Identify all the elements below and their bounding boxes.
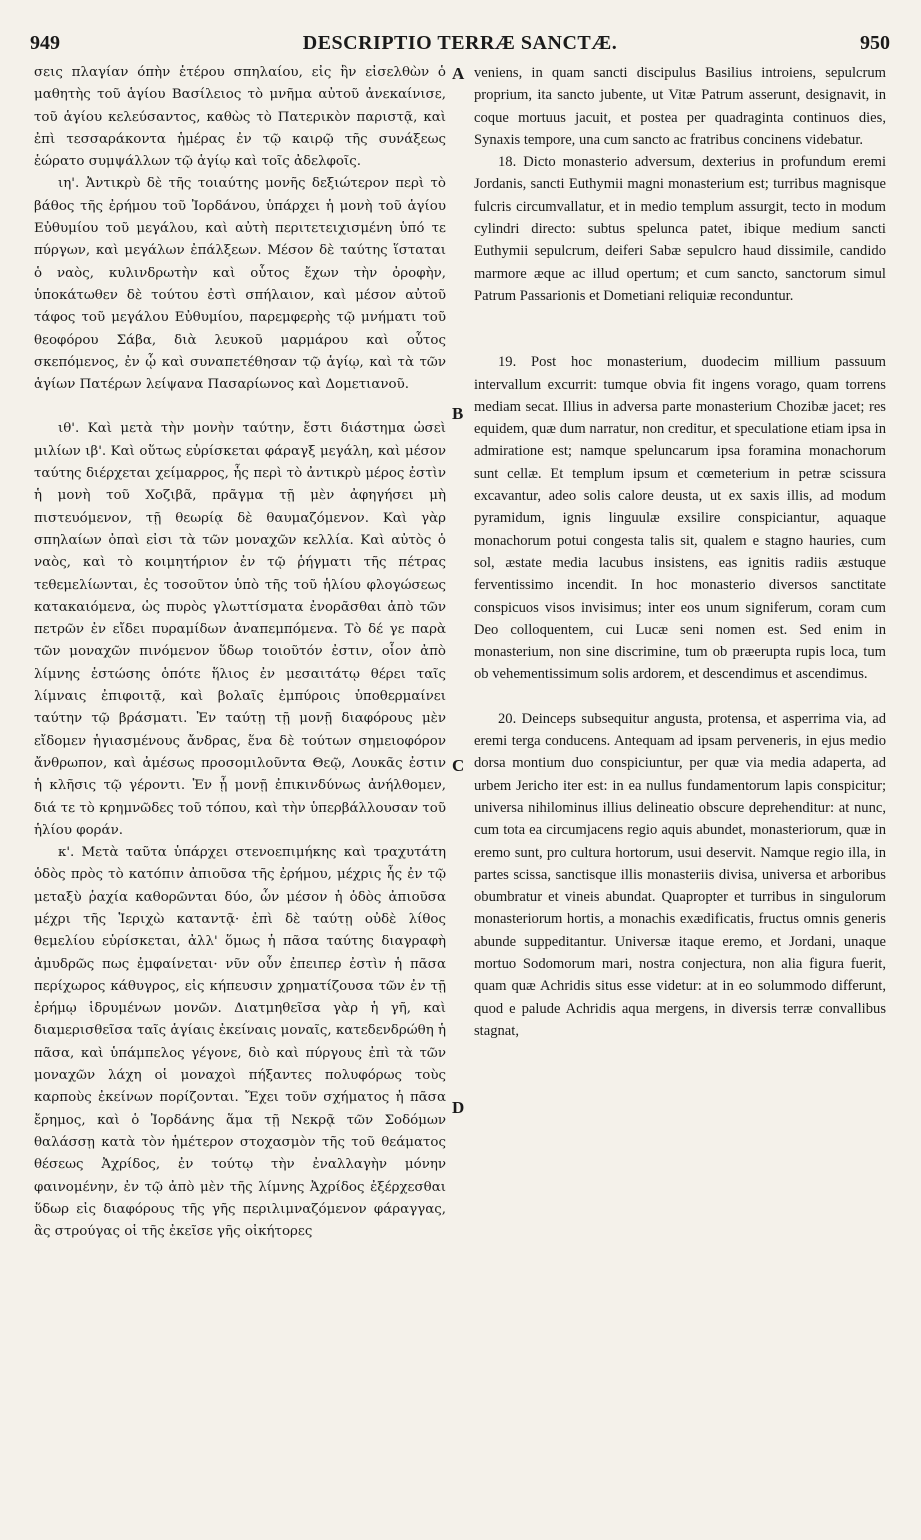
margin-marker-c: C (452, 756, 465, 775)
greek-column (34, 62, 446, 1243)
latin-paragraph-19: 19. Post hoc monasterium, duodecim millium passuum intervallum excurrit: tumque obvia fit ingens vorago, quam torrens mediam secat. Illius in adversa parte monasterium Chozibæ jacet; res equidem, quæ dum narratur, non creditur, et speculatione etiam ipsa in admiratione est; namque speluncarum ipsa foramina monachorum sunt cellæ. Et templum ipsum et cœmeterium in petræ scissura excavantur, adeo solis calore deusta, ut ex saxis illis, ad modum pyramidum, ignis linguulæ exsilire conspiciantur, aquaque monachorum potui congesta talis sit, qualem e stagno hauries, cum sol, æstate media lacubus insistens, eas ignitis radiis æstuque ferventissimo incendit. In hoc monasterio diversos sanctitate conspicuos visos invisimus; inter eos unum signiferum, coram cum Deo colloquentem, cui Lucæ seni nomen est. Sed enim in monasterium, non sine discrimine, tum ob præerupta rupis loca, tum ob vehementissimum solis ardorem, et descendimus et ascendimus. (474, 354, 886, 683)
greek-paragraph-17-end: σεις πλαγίαν όπὴν ἑτέρου σπηλαίου, εἰς ἣν εἰσελθὼν ὁ μαθητὴς τοῦ ἁγίου Βασίλειος τὸ μνῆμα αὐτοῦ ἀνεκαίνισε, τοῦ ἁγίου κελεύσαντος, καθὼς τὸ Πατερικὸν παριστᾷ, καὶ ἐπὶ τεσσαράκοντα ἡμέρας ἐν τῷ καιρῷ τῆς συνάξεως ἑώρατο συμψάλλων τῷ ἁγίῳ καὶ τοῖς ἀδελφοῖς. (34, 65, 446, 170)
margin-marker-d: D (452, 1098, 465, 1117)
latin-paragraph-17-end: veniens, in quam sancti discipulus Basilius introiens, sepulcrum proprium, ita sancto jubente, ut Vitæ Patrum asserunt, designavit, in coque mortuus jacuit, et postea per quadraginta continuos dies, Synaxis tempore, una cum sancto ac fratribus concinens videbatur. (474, 65, 886, 148)
margin-marker-a: A (452, 64, 465, 83)
latin-paragraph-20: 20. Deinceps subsequitur angusta, protensa, et asperrima via, ad eremi terga conducens. Antequam ad ipsam perveneris, in ejus medio dorsa montium duo conspiciuntur, per quæ via media adaperta, ad urbem Jericho iter est: in ea nullus fundamentorum lapis conspicitur; universa nihilominus illius delineatio obscure deprehenditur: at nunc, cum tota ea circumjacens regio aquis abundet, monasteriorum, quæ in eremo sunt, pro cultura hortorum, usui deservit. Namque regio illa, in partes scissa, sanctisque illis monasteriis divisa, universa et arboribus obumbratur et vineis abundat. Quapropter et turribus in singulorum monasteriorum hortis, a monachis exædificatis, fructus omnis generis abunde suppeditantur. Universæ itaque eremo, et Jordani, unaque mortuo Sodomorum mari, nostra conjectura, non alia figura fuerit, quam quæ Achridis situs esse videtur: at in eo solummodo differunt, quod e palude Achridis aqua mergens, in diversis terræ convallibus stagnat, (474, 710, 886, 1039)
latin-column (474, 62, 886, 1042)
greek-paragraph-20: κ'. Μετὰ ταῦτα ὑπάρχει στενοεπιμήκης καὶ τραχυτάτη ὁδὸς πρὸς τὸ κατόπιν ἀπιοῦσα τῆς ἐρήμου, μέχρις ἧς ἐν τῷ μεταξὺ ῥαχία καθορῶνται δύο, ὧν μέσον ἡ ὁδὸς ἀπιοῦσα μέχρι τῆς Ἱεριχὼ καταντᾷ· ἐπὶ δὲ ταύτῃ οὐδὲ λίθος θεμελίου εὑρίσκεται, ἀλλ' ὅμως ἡ πᾶσα ταύτης διαγραφὴ ἀμυδρῶς πως ἐμφαίνεται· νῦν οὖν ἐπειπερ ἐστὶν ἡ πᾶσα περίχωρος κάθυγρος, εἰς κήπευσιν χρηματίζουσα τῶν ἐν τῇ ἐρήμῳ ἱδρυμένων μονῶν. Διατμηθεῖσα γὰρ ἡ γῆ, καὶ διαμερισθεῖσα ταῖς ἁγίαις ἐκείναις μοναῖς, κατεδενδρώθη ἡ πᾶσα, καὶ ὑπάμπελος γέγονε, διὸ καὶ πύργους ἐπὶ τὰ τῶν μοναχῶν λάχη οἱ μοναχοὶ πήξαντες πολυφόρως τοὺς καρποὺς ἐκείνων πορίζονται. Ἔχει τοῦν σχήματος ἡ πᾶσα ἔρημος, καὶ ὁ Ἰορδάνης ἅμα τῇ Νεκρᾷ τῶν Σοδόμων θαλάσσῃ κατὰ τὸν ἡμέτερον στοχασμὸν τῆς τοῦ θεάματος θέσεως Ἀχρίδος, ἐν τούτῳ τὴν ἐναλλαγὴν μόνην φαινομένην, ἐν τῷ ἀπὸ μὲν τῆς λίμνης Ἀχρίδος ἐξέρχεσθαι ὕδωρ εἰς διαφόρους τῆς γῆς περιλιμναζόμενον φάραγγας, ἃς στρούγας οἱ τῆς ἐκεῖσε γῆς οἰκήτορες (34, 845, 447, 1240)
margin-marker-b: B (452, 404, 464, 423)
latin-paragraph-18: 18. Dicto monasterio adversum, dexterius in profundum eremi Jordanis, sancti Euthymii magni monasterium est; turribus magnisque fulcris circumvallatur, et in medio templum assurgit, tecto in modum cylindri directo: subtus spelunca patet, ibique medium sancti Euthymii sepulcrum, deiferi Sabæ sepulcro haud dissimile, candido marmore æque ac illud opertum; et cum sancto, sanctorum simul Patrum Passarionis et Dometiani reliquiæ reconduntur. (474, 154, 886, 304)
left-page-number: 949 (30, 32, 60, 54)
greek-paragraph-18: ιη'. Ἀντικρὺ δὲ τῆς τοιαύτης μονῆς δεξιώτερον περὶ τὸ βάθος τῆς ἐρήμου τοῦ Ἰορδάνου, ὑπάρχει ἡ μονὴ τοῦ ἁγίου Εὐθυμίου τοῦ μεγάλου, καὶ αὐτὴ περιτετειχισμένη ὑπό τε πύργων, καὶ μεγάλων ἐπάλξεων. Μέσον δὲ ταύτης ἵσταται ὁ ναὸς, κυλινδρωτὴν καὶ οὗτος ἔχων τὴν ὀροφὴν, ὑποκάτωθεν δὲ τούτου ἐστὶ σπήλαιον, καὶ μέσον αὐτοῦ τάφος τοῦ μεγάλου Εὐθυμίου, παρεμφερὴς τῷ μνήματι τοῦ θεοφόρου Σάβα, διὰ λευκοῦ μαρμάρου καὶ οὗτος σκεπόμενος, ἐν ᾧ καὶ συναπετέθησαν τῷ ἁγίῳ, καὶ τὰ τῶν ἁγίων Πατέρων λείψανα Πασαρίωνος καὶ Δομετιανοῦ. (34, 176, 446, 393)
right-page-number: 950 (859, 32, 890, 54)
greek-paragraph-19: ιθ'. Καὶ μετὰ τὴν μονὴν ταύτην, ἔστι διάστημα ὡσεὶ μιλίων ιβ'. Καὶ οὕτως εὑρίσκεται φάραγξ μεγάλη, καὶ μέσον ταύτης διέρχεται χείμαρρος, ἧς περὶ τὸ ἀντικρὺ μέρος ἐστὶν ἡ μονὴ τοῦ Χοζιβᾶ, πρᾶγμα τῇ μὲν ἀφηγήσει μὴ πιστευόμενον, τῇ θεωρίᾳ δὲ θαυμαζόμενον. Καὶ γὰρ σπηλαίων ὀπαὶ εἰσι τὰ τῶν μοναχῶν κελλία. Καὶ αὐτὸς ὁ ναὸς, καὶ τὸ κοιμητήριον ἐν τῷ ῥήγματι τῆς πέτρας τεθεμελίωνται, ἐς τοσοῦτον ὑπὸ τῆς τοῦ ἡλίου φλογώσεως κατακαιόμενα, ὡς πυρὸς γλωττίσματα ἐνορᾶσθαι ἀπὸ τῶν πετρῶν ἐν εἴδει πυραμίδων ἀναπεμπόμενα. Τὸ δέ γε παρὰ τῶν μοναχῶν πινόμενον ὕδωρ τοιοῦτόν ἐστιν, οἷον ἀπὸ λίμνης ἑστώσης ὁπότε ἥλιος ἐν μεσαιτάτῳ θέρει ταῖς λίμναις ἐπιφοιτᾷ, καὶ βολαῖς ἐμπύροις ὑποθερμαίνει ταύτην τῷ βράσματι. Ἐν ταύτῃ τῇ μονῇ διαφόρους μὲν εἴδομεν ἡγιασμένους ἄνδρας, ἕνα δὲ τούτων σημειοφόρον ἄνθρωπον, καὶ ἀμέσως προσομιλοῦντα Θεῷ, Λουκᾶς ἐστιν ἡ κλῆσις τῷ γέροντι. Ἐν ᾗ μονῇ ἐπικινδύνως ἀνήλθομεν, διά τε τὸ κρημνῶδες τοῦ τόπου, καὶ τὴν ὑπερβάλλουσαν τοῦ ἡλίου φοράν. (34, 421, 446, 838)
page-header (30, 32, 890, 58)
running-title: DESCRIPTIO TERRÆ SANCTÆ. (302, 32, 618, 54)
